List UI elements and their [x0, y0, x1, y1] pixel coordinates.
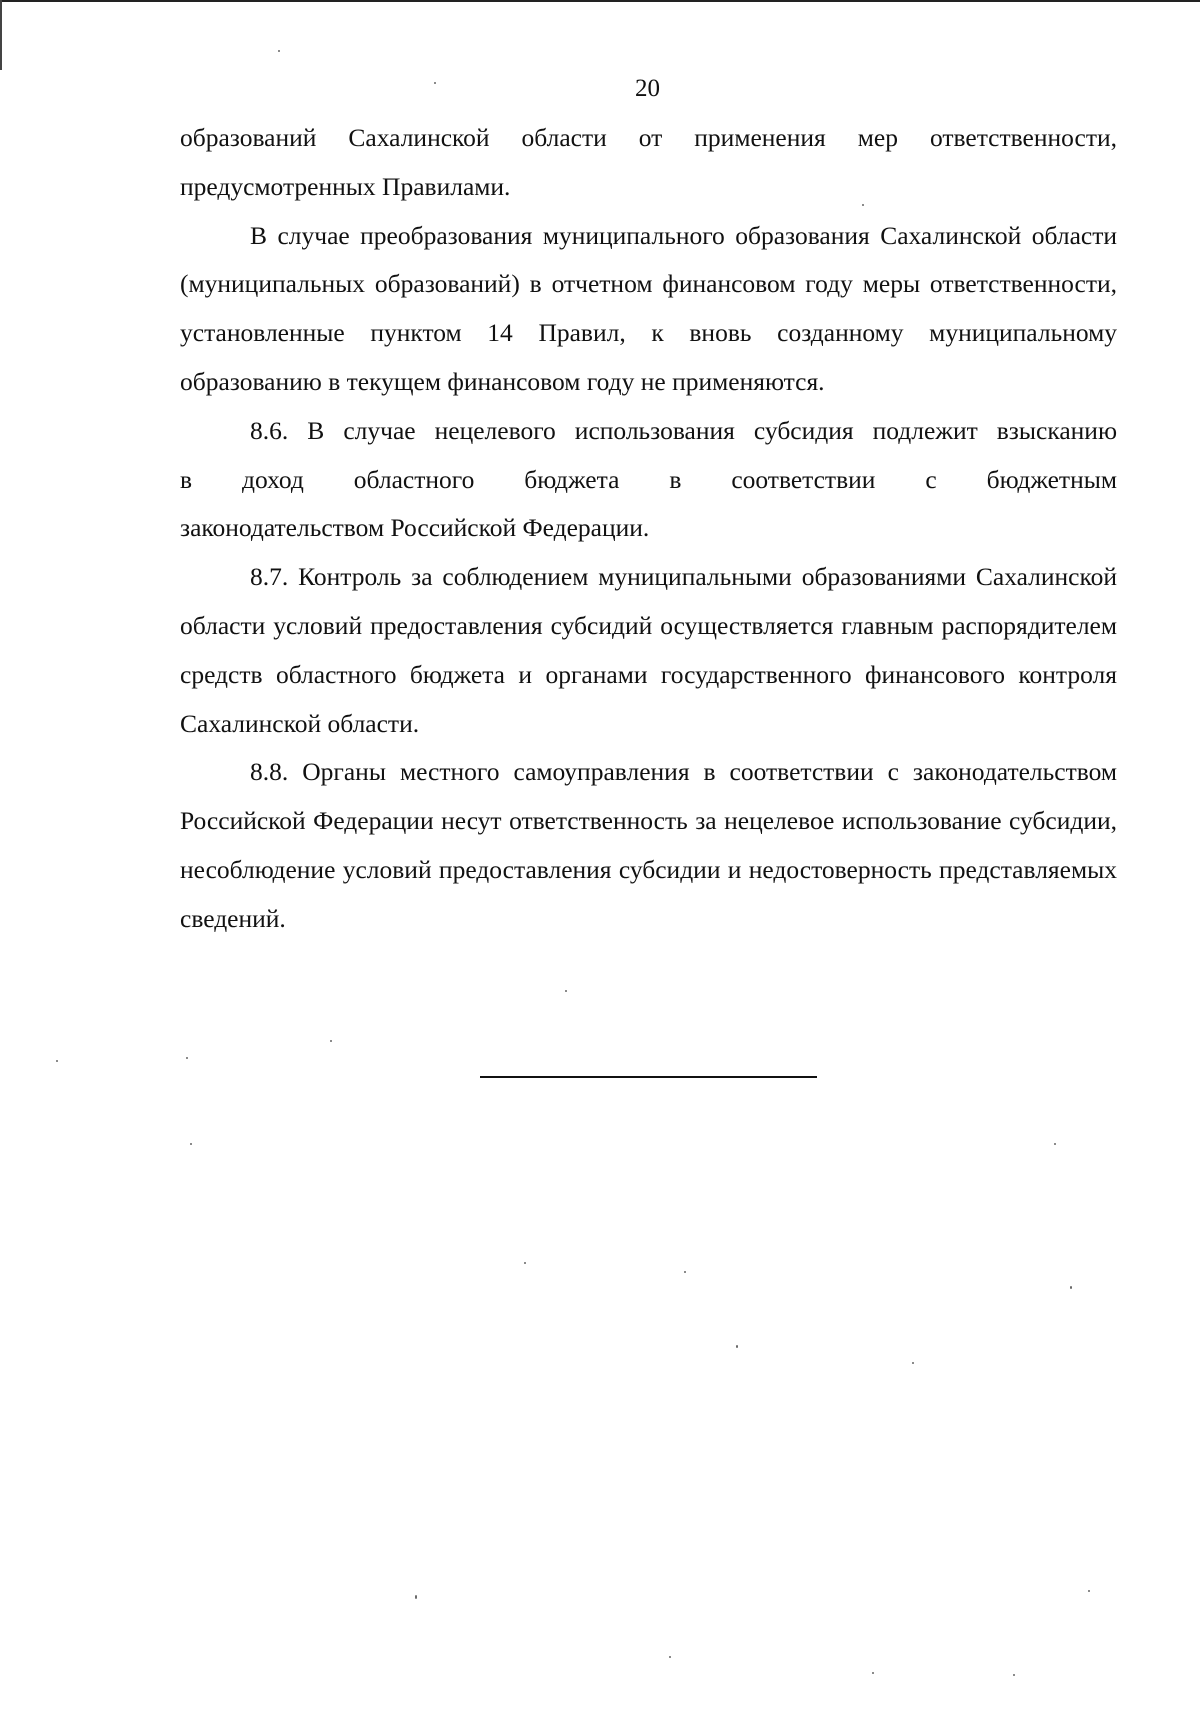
paragraph-transformation: В случае преобразования муниципального образования Сахалинской области (муниципальных образований) в отчетном финансовом году меры ответственности, установленные пунктом 14 Правил, к вновь созданному муниципальному образованию в текущем финансовом году не применяются.: [180, 220, 1117, 396]
scan-speck: [669, 1656, 671, 1658]
scan-speck: [1070, 1286, 1072, 1289]
scan-speck: [186, 1057, 188, 1059]
scan-speck: [736, 1345, 738, 1348]
scan-speck: [330, 1040, 332, 1042]
scan-speck: [415, 1595, 417, 1599]
paragraph-8-8: 8.8. Органы местного самоуправления в соответствии с законодательством Российской Федерации несут ответственность за нецелевое использование субсидии, несоблюдение условий предоставления субсидии и недостоверность представляемых сведений.: [180, 757, 1117, 933]
page-number: 20: [635, 75, 660, 102]
scan-speck: [1054, 1143, 1056, 1145]
paragraph-8-6-line-1: 8.6. В случае нецелевого использования субсидия подлежит взысканию: [250, 415, 1117, 445]
scan-speck: [56, 1060, 58, 1062]
top-border-line: [0, 0, 1200, 2]
scan-speck: [434, 82, 436, 84]
scan-speck: [278, 50, 280, 52]
scan-speck: [872, 1672, 874, 1674]
scan-speck: [565, 990, 567, 992]
scan-speck: [912, 1362, 914, 1364]
paragraph-8-6-line-3: законодательством Российской Федерации.: [180, 513, 650, 543]
end-of-text-rule: [480, 1076, 817, 1078]
scan-speck: [684, 1271, 686, 1273]
left-edge-mark: [0, 0, 2, 70]
scan-speck: [1088, 1590, 1090, 1592]
paragraph-8-6-line-2: в доход областного бюджета в соответствии с бюджетным: [180, 464, 1117, 494]
paragraph-8-7: 8.7. Контроль за соблюдением муниципальными образованиями Сахалинской области условий предоставления субсидий осуществляется главным распорядителем средств областного бюджета и органами государственного финансового контроля Сахалинской области.: [180, 562, 1117, 738]
scan-speck: [524, 1262, 526, 1264]
scan-speck: [1013, 1674, 1015, 1676]
paragraph-continuation: образований Сахалинской области от применения мер ответственности, предусмотренных Правилами.: [180, 123, 1117, 201]
scan-speck: [190, 1143, 192, 1145]
document-body: [180, 114, 1117, 944]
scan-speck: [862, 204, 864, 206]
